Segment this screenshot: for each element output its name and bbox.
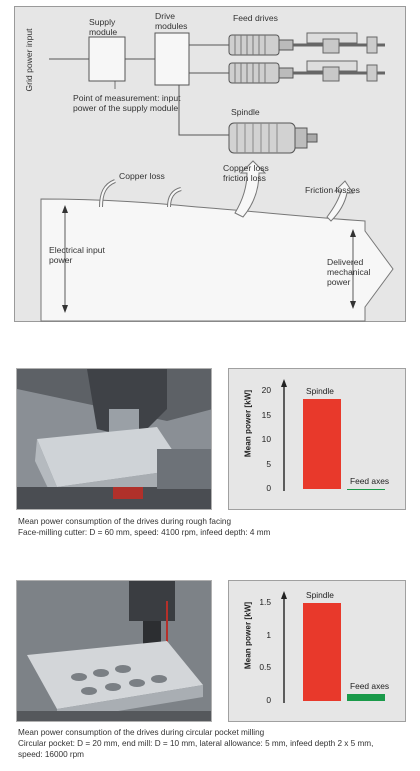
grid-power-input-label: Grid power input [24, 28, 34, 92]
drive-modules-box [155, 33, 189, 85]
supply-module-box [89, 37, 125, 81]
chart2-ylabel: Mean power [kW] [243, 601, 253, 670]
delivered-mechanical-power-label: Delivered mechanical power [327, 257, 371, 287]
bar-label: Spindle [306, 386, 334, 397]
spindle-label: Spindle [231, 107, 260, 117]
y-tick-label: 5 [266, 458, 271, 469]
y-tick-label: 1 [266, 629, 271, 640]
power-flow-diagram [14, 6, 406, 322]
y-tick-label: 10 [261, 434, 271, 444]
y-tick-label: 20 [261, 385, 271, 395]
y-tick-label: 0.5 [259, 662, 271, 673]
spindle-motor [229, 123, 317, 153]
chart-rough-facing [228, 368, 406, 510]
bar-spindle [303, 603, 341, 701]
y-tick-label: 1.5 [259, 597, 271, 607]
pocket-milling-photo [16, 580, 212, 722]
drive-modules-label: Drive modules [155, 11, 188, 31]
bar-spindle [303, 399, 341, 489]
copper-loss-label: Copper loss [119, 171, 165, 181]
supply-module-label: Supply module [89, 17, 118, 37]
bar-feed-axes [347, 694, 385, 701]
figure2-caption-line1: Mean power consumption of the drives during circular pocket milling [18, 728, 265, 737]
measurement-point-label: Point of measurement: input power of the supply module [73, 93, 181, 113]
figure2-caption-line2: Circular pocket: D = 20 mm, end mill: D = 10 mm, lateral allowance: 5 mm, infeed depth 2 x 5 mm, [18, 739, 374, 748]
spindle-line [179, 85, 229, 135]
feed-drives-label: Feed drives [233, 13, 278, 23]
copper-friction-loss-label: Copper loss friction loss [223, 163, 269, 183]
friction-losses-label: Friction losses [305, 185, 360, 195]
figure2-caption-line3: speed: 16000 rpm [18, 750, 84, 759]
electrical-input-power-label: Electrical input power [49, 245, 105, 265]
bar-feed-axes [347, 489, 385, 491]
bar-label: Feed axes [350, 681, 390, 692]
chart-pocket-milling [228, 580, 406, 722]
feed-drive-motor-2 [229, 61, 385, 83]
feed-drive-motor-1 [229, 33, 385, 55]
bar-label: Feed axes [350, 475, 390, 486]
y-tick-label: 0 [266, 695, 271, 705]
figure1-caption-line1: Mean power consumption of the drives during rough facing [18, 517, 231, 526]
chart1-ylabel: Mean power [kW] [243, 389, 253, 458]
rough-facing-photo [16, 368, 212, 510]
bar-label: Spindle [306, 590, 334, 600]
y-tick-label: 15 [261, 409, 271, 420]
y-tick-label: 0 [266, 483, 271, 493]
figure1-caption-line2: Face-milling cutter: D = 60 mm, speed: 4100 rpm, infeed depth: 4 mm [18, 528, 271, 537]
